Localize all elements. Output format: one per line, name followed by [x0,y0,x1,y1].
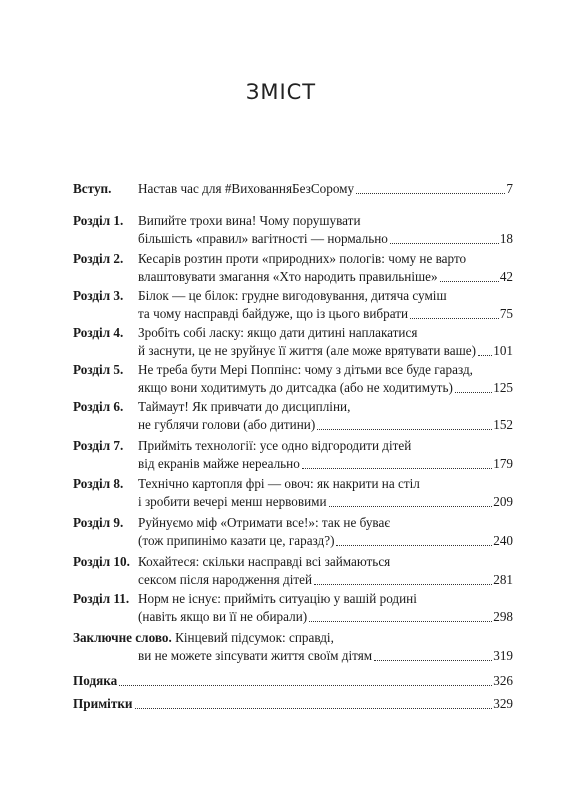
toc-entry-title: (тож припинімо казати це, гаразд?) [138,533,335,548]
dot-leader [309,608,492,622]
dot-leader [478,342,492,356]
toc-entry-title: та чому насправді байдуже, що із цього вибрати [138,306,409,321]
toc-entry-label: Розділ 9. [73,515,124,530]
toc-entry-title: й заснути, це не зруйнує її життя (але може врятувати ваше) [138,343,476,358]
toc-page-number: 75 [499,306,513,321]
toc-entry-label: Вступ. [73,181,112,196]
toc-entry-title: сексом після народження дітей [138,572,313,587]
toc-entry-title: Випийте трохи вина! Чому порушувати [138,213,361,228]
toc-entry-label: Розділ 3. [73,288,124,303]
toc-entry-title: Настав час для #ВихованняБезСорому [138,181,355,196]
toc-entry-title: Руйнуємо міф «Отримати все!»: так не буває [138,515,390,530]
toc-page-number: 326 [493,673,513,688]
dot-leader [302,455,492,469]
toc-page-number: 42 [499,269,513,284]
toc-entry-title: Норм не існує: прийміть ситуацію у вашій родині [138,591,417,606]
dot-leader [135,695,493,709]
toc-page-number: 125 [493,380,513,395]
dot-leader [455,379,492,393]
toc-page-number: 152 [493,417,513,432]
toc-entry-title: (навіть якщо ви її не обирали) [138,609,308,624]
toc-entry-label: Розділ 7. [73,438,124,453]
toc-entry-label: Подяка [73,673,118,688]
dot-leader [119,672,492,686]
dot-leader [374,647,492,661]
toc-page-number: 179 [493,456,513,471]
toc-entry-title: Кінцевий підсумок: справді, [175,630,334,645]
dot-leader [329,493,493,507]
dot-leader [336,532,492,546]
toc-entry-title: якщо вони ходитимуть до дитсадка (або не ходитимуть) [138,380,453,395]
dot-leader [317,416,492,430]
toc-entry-label: Примітки [73,696,133,711]
toc-entry-label: Розділ 2. [73,251,124,266]
toc-entry-title: не гублячи голови (або дитини) [138,417,316,432]
toc-page-number: 240 [493,533,513,548]
toc-entry-label: Заключне слово. [73,630,172,645]
toc-entry-title: Не треба бути Мері Поппінс: чому з дітьми все буде гаразд, [138,362,473,377]
dot-leader [440,268,499,282]
page-title: ЗМІСТ [245,80,317,104]
toc-page-number: 329 [493,696,513,711]
toc-page-number: 281 [493,572,513,587]
toc-entry-label: Розділ 4. [73,325,124,340]
toc-entry-title: Таймаут! Як привчати до дисципліни, [138,399,351,414]
toc-page-number: 7 [506,181,513,196]
toc-page-number: 298 [493,609,513,624]
toc-page-number: 319 [493,648,513,663]
toc-page-number: 209 [493,494,513,509]
toc-entry-label: Розділ 1. [73,213,124,228]
toc-entry-title: Технічно картопля фрі — овоч: як накрити на стіл [138,476,420,491]
toc-entry-title: Білок — це білок: грудне вигодовування, дитяча суміш [138,288,447,303]
toc-entry-title: влаштовувати змагання «Хто народить правильніше» [138,269,438,284]
dot-leader [410,305,499,319]
toc-entry-title: ви не можете зіпсувати життя своїм дітям [138,648,373,663]
toc-entry-title: більшість «правил» вагітності — нормально [138,231,388,246]
toc-entry-label: Розділ 11. [73,591,130,606]
toc-entry-title: від екранів майже нереально [138,456,300,471]
toc-entry-label: Розділ 8. [73,476,124,491]
toc-entry-title: Прийміть технології: усе одно відгородити дітей [138,438,412,453]
toc-entry-label: Розділ 5. [73,362,124,377]
dot-leader [356,180,505,194]
toc-entry-title: і зробити вечері менш нервовими [138,494,327,509]
toc-page-number: 101 [493,343,513,358]
dot-leader [314,571,492,585]
dot-leader [390,230,499,244]
toc-entry-title: Кесарів розтин проти «природних» пологів: чому не варто [138,251,467,266]
toc-entry-title: Зробіть собі ласку: якщо дати дитині наплакатися [138,325,418,340]
toc-entry-label: Розділ 6. [73,399,124,414]
toc-page-number: 18 [499,231,513,246]
toc-entry-title: Кохайтеся: скільки насправді всі займаються [138,554,391,569]
toc-entry-label: Розділ 10. [73,554,130,569]
